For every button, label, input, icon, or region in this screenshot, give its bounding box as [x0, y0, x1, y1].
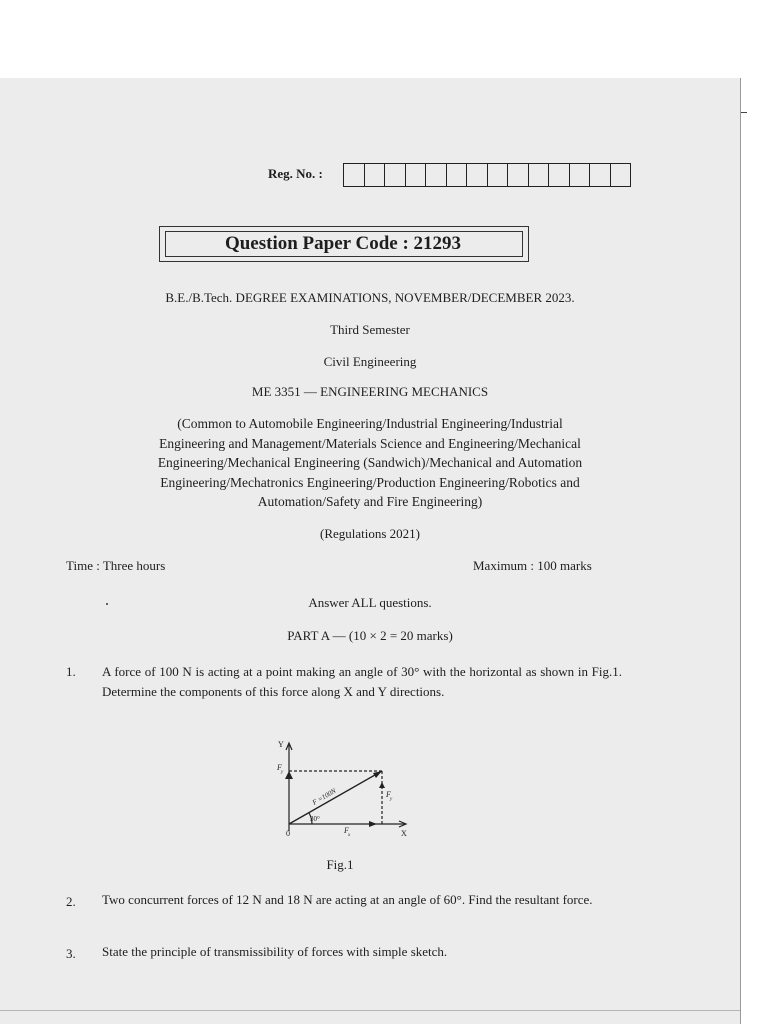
reg-no-box — [529, 164, 550, 186]
force-diagram — [270, 735, 420, 845]
maximum-marks: Maximum : 100 marks — [473, 558, 592, 573]
force-magnitude-label: F =100N — [311, 786, 338, 807]
axis-x-label: X — [401, 829, 407, 838]
reg-no-box — [447, 164, 468, 186]
branch: Civil Engineering — [323, 354, 417, 369]
paper-sheet — [0, 78, 741, 1024]
reg-no-box — [426, 164, 447, 186]
course-title: ME 3351 — ENGINEERING MECHANICS — [251, 384, 489, 399]
fy-right-subscript: y — [390, 797, 393, 802]
question-text: Two concurrent forces of 12 N and 18 N are acting at an angle of 60°. Find the resultant force. — [102, 892, 593, 907]
fy-right-label: F — [386, 790, 391, 799]
angle-label: 30° — [310, 815, 320, 823]
reg-no-box — [488, 164, 509, 186]
fx-label: F — [344, 826, 349, 835]
fy-arrowhead — [285, 771, 293, 779]
figure-caption: Fig.1 — [326, 857, 354, 872]
question-number: 3. — [66, 946, 76, 961]
reg-no-box — [385, 164, 406, 186]
common-line: (Common to Automobile Engineering/Industrial Engineering/Industrial — [177, 416, 563, 431]
question-number: 2. — [66, 894, 76, 909]
fy-left-label: F — [277, 763, 282, 772]
question-paper-code: Question Paper Code : 21293 — [224, 233, 462, 254]
common-to-block — [70, 414, 670, 512]
reg-no-boxes — [343, 163, 631, 187]
reg-no-label: Reg. No. : — [268, 166, 323, 181]
reg-no-box — [406, 164, 427, 186]
reg-no-box — [611, 164, 631, 186]
common-line: Engineering/Mechanical Engineering (Sandwich)/Mechanical and Automation — [157, 455, 583, 470]
exam-duration: Time : Three hours — [66, 558, 166, 573]
reg-no-box — [467, 164, 488, 186]
reg-no-box — [508, 164, 529, 186]
reg-no-box — [365, 164, 386, 186]
reg-no-box — [549, 164, 570, 186]
origin-label: 0 — [286, 829, 290, 838]
semester: Third Semester — [330, 322, 410, 337]
question-text: State the principle of transmissibility of forces with simple sketch. — [102, 944, 448, 959]
fy-right-arrowhead — [379, 782, 385, 788]
reg-no-box — [344, 164, 365, 186]
common-line: Automation/Safety and Fire Engineering) — [257, 494, 483, 509]
fy-left-subscript: y — [281, 770, 284, 775]
force-vector — [289, 771, 382, 824]
bottom-divider — [0, 1010, 740, 1011]
reg-no-box — [570, 164, 591, 186]
question-text: A force of 100 N is acting at a point making an angle of 30° with the horizontal as shown in Fig.1. Determine the components of this force along X and Y directions. — [102, 664, 622, 699]
question-number: 1. — [66, 664, 76, 679]
common-line: Engineering/Mechatronics Engineering/Production Engineering/Robotics and — [160, 474, 580, 490]
reg-no-box — [590, 164, 611, 186]
fx-arrowhead — [369, 821, 377, 827]
axis-y-label: Y — [278, 740, 284, 749]
edge-mark — [741, 112, 747, 113]
exam-title: B.E./B.Tech. DEGREE EXAMINATIONS, NOVEMBER/DECEMBER 2023. — [165, 290, 575, 305]
force-arrowhead — [373, 771, 382, 778]
instruction: Answer ALL questions. — [308, 595, 432, 610]
regulations: (Regulations 2021) — [319, 526, 420, 541]
common-line: Engineering and Management/Materials Science and Engineering/Mechanical — [159, 435, 581, 451]
fx-subscript: x — [348, 833, 351, 838]
part-heading: PART A — (10 × 2 = 20 marks) — [287, 628, 453, 643]
